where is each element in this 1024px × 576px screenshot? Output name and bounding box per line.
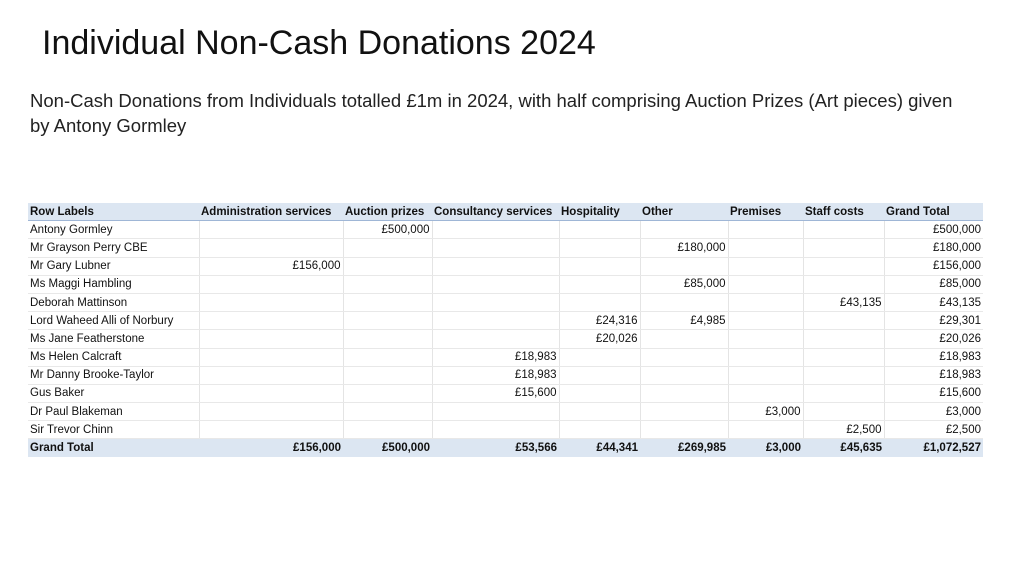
cell-staff-costs xyxy=(803,239,884,257)
cell-premises xyxy=(728,312,803,330)
cell-auction-prizes xyxy=(343,384,432,402)
cell-other xyxy=(640,348,728,366)
cell-administration-services xyxy=(199,348,343,366)
grand-total-premises: £3,000 xyxy=(728,439,803,457)
column-header-row-labels: Row Labels xyxy=(28,203,199,221)
table-row xyxy=(28,384,983,402)
cell-grand-total: £180,000 xyxy=(884,239,983,257)
row-label: Mr Gary Lubner xyxy=(28,257,199,275)
cell-staff-costs: £2,500 xyxy=(803,421,884,439)
column-header-consultancy-services: Consultancy services xyxy=(432,203,559,221)
cell-other xyxy=(640,384,728,402)
table-row xyxy=(28,257,983,275)
cell-hospitality xyxy=(559,421,640,439)
cell-other xyxy=(640,257,728,275)
grand-total-row xyxy=(28,439,983,457)
row-label: Mr Grayson Perry CBE xyxy=(28,239,199,257)
cell-hospitality xyxy=(559,366,640,384)
cell-premises xyxy=(728,257,803,275)
cell-administration-services xyxy=(199,366,343,384)
grand-total-administration-services: £156,000 xyxy=(199,439,343,457)
cell-administration-services: £156,000 xyxy=(199,257,343,275)
cell-hospitality xyxy=(559,403,640,421)
cell-staff-costs xyxy=(803,221,884,239)
grand-total-hospitality: £44,341 xyxy=(559,439,640,457)
slide-subtitle: Non-Cash Donations from Individuals totalled £1m in 2024, with half comprising Auction Prizes (Art pieces) given by Antony Gormley xyxy=(30,90,953,136)
cell-auction-prizes xyxy=(343,421,432,439)
cell-premises xyxy=(728,421,803,439)
cell-auction-prizes xyxy=(343,257,432,275)
cell-grand-total: £85,000 xyxy=(884,275,983,293)
cell-grand-total: £15,600 xyxy=(884,384,983,402)
cell-auction-prizes xyxy=(343,348,432,366)
cell-consultancy-services xyxy=(432,421,559,439)
column-header-staff-costs: Staff costs xyxy=(803,203,884,221)
cell-consultancy-services: £18,983 xyxy=(432,348,559,366)
table-row xyxy=(28,221,983,239)
cell-auction-prizes xyxy=(343,366,432,384)
cell-premises xyxy=(728,384,803,402)
cell-staff-costs xyxy=(803,403,884,421)
table-row xyxy=(28,366,983,384)
table-row xyxy=(28,293,983,311)
cell-hospitality: £24,316 xyxy=(559,312,640,330)
cell-grand-total: £18,983 xyxy=(884,348,983,366)
table-footer xyxy=(28,439,983,457)
cell-hospitality xyxy=(559,348,640,366)
cell-hospitality xyxy=(559,239,640,257)
cell-other xyxy=(640,293,728,311)
column-header-auction-prizes: Auction prizes xyxy=(343,203,432,221)
cell-premises xyxy=(728,293,803,311)
cell-consultancy-services xyxy=(432,403,559,421)
row-label: Ms Maggi Hambling xyxy=(28,275,199,293)
cell-auction-prizes xyxy=(343,312,432,330)
cell-grand-total: £20,026 xyxy=(884,330,983,348)
row-label: Sir Trevor Chinn xyxy=(28,421,199,439)
cell-grand-total: £3,000 xyxy=(884,403,983,421)
cell-grand-total: £500,000 xyxy=(884,221,983,239)
cell-auction-prizes: £500,000 xyxy=(343,221,432,239)
cell-auction-prizes xyxy=(343,330,432,348)
slide-title: Individual Non-Cash Donations 2024 xyxy=(42,24,596,62)
cell-auction-prizes xyxy=(343,403,432,421)
cell-premises xyxy=(728,348,803,366)
cell-other xyxy=(640,403,728,421)
cell-administration-services xyxy=(199,403,343,421)
cell-administration-services xyxy=(199,221,343,239)
cell-premises xyxy=(728,239,803,257)
cell-consultancy-services xyxy=(432,221,559,239)
grand-total-label: Grand Total xyxy=(28,439,199,457)
cell-other xyxy=(640,366,728,384)
row-label: Ms Jane Featherstone xyxy=(28,330,199,348)
grand-total-auction-prizes: £500,000 xyxy=(343,439,432,457)
cell-staff-costs xyxy=(803,330,884,348)
table-row xyxy=(28,403,983,421)
cell-grand-total: £156,000 xyxy=(884,257,983,275)
grand-total-staff-costs: £45,635 xyxy=(803,439,884,457)
cell-premises xyxy=(728,275,803,293)
cell-staff-costs: £43,135 xyxy=(803,293,884,311)
table-row xyxy=(28,330,983,348)
cell-hospitality xyxy=(559,384,640,402)
cell-premises: £3,000 xyxy=(728,403,803,421)
cell-staff-costs xyxy=(803,257,884,275)
cell-consultancy-services xyxy=(432,312,559,330)
cell-auction-prizes xyxy=(343,239,432,257)
cell-administration-services xyxy=(199,275,343,293)
cell-consultancy-services xyxy=(432,239,559,257)
cell-hospitality xyxy=(559,221,640,239)
row-label: Lord Waheed Alli of Norbury xyxy=(28,312,199,330)
cell-administration-services xyxy=(199,384,343,402)
row-label: Antony Gormley xyxy=(28,221,199,239)
grand-total-grand-total: £1,072,527 xyxy=(884,439,983,457)
table-header xyxy=(28,203,983,221)
cell-consultancy-services xyxy=(432,293,559,311)
cell-staff-costs xyxy=(803,348,884,366)
table-row xyxy=(28,239,983,257)
row-label: Gus Baker xyxy=(28,384,199,402)
cell-premises xyxy=(728,221,803,239)
table-body xyxy=(28,221,983,439)
cell-staff-costs xyxy=(803,312,884,330)
donations-pivot-table xyxy=(28,203,983,457)
cell-other: £4,985 xyxy=(640,312,728,330)
column-header-hospitality: Hospitality xyxy=(559,203,640,221)
grand-total-other: £269,985 xyxy=(640,439,728,457)
row-label: Ms Helen Calcraft xyxy=(28,348,199,366)
column-header-other: Other xyxy=(640,203,728,221)
column-header-premises: Premises xyxy=(728,203,803,221)
cell-other: £85,000 xyxy=(640,275,728,293)
table-row xyxy=(28,312,983,330)
cell-grand-total: £2,500 xyxy=(884,421,983,439)
cell-consultancy-services xyxy=(432,257,559,275)
cell-grand-total: £18,983 xyxy=(884,366,983,384)
cell-administration-services xyxy=(199,312,343,330)
cell-consultancy-services: £15,600 xyxy=(432,384,559,402)
cell-consultancy-services: £18,983 xyxy=(432,366,559,384)
column-header-grand-total: Grand Total xyxy=(884,203,983,221)
cell-grand-total: £43,135 xyxy=(884,293,983,311)
cell-administration-services xyxy=(199,421,343,439)
cell-administration-services xyxy=(199,330,343,348)
cell-staff-costs xyxy=(803,384,884,402)
cell-grand-total: £29,301 xyxy=(884,312,983,330)
cell-consultancy-services xyxy=(432,330,559,348)
cell-hospitality: £20,026 xyxy=(559,330,640,348)
cell-staff-costs xyxy=(803,366,884,384)
row-label: Dr Paul Blakeman xyxy=(28,403,199,421)
cell-other xyxy=(640,421,728,439)
cell-other: £180,000 xyxy=(640,239,728,257)
column-header-administration-services: Administration services xyxy=(199,203,343,221)
row-label: Mr Danny Brooke-Taylor xyxy=(28,366,199,384)
cell-hospitality xyxy=(559,293,640,311)
table-row xyxy=(28,348,983,366)
cell-other xyxy=(640,221,728,239)
cell-auction-prizes xyxy=(343,275,432,293)
cell-premises xyxy=(728,330,803,348)
table-row xyxy=(28,275,983,293)
cell-hospitality xyxy=(559,257,640,275)
cell-consultancy-services xyxy=(432,275,559,293)
cell-auction-prizes xyxy=(343,293,432,311)
cell-staff-costs xyxy=(803,275,884,293)
grand-total-consultancy-services: £53,566 xyxy=(432,439,559,457)
row-label: Deborah Mattinson xyxy=(28,293,199,311)
cell-administration-services xyxy=(199,293,343,311)
cell-administration-services xyxy=(199,239,343,257)
cell-hospitality xyxy=(559,275,640,293)
cell-other xyxy=(640,330,728,348)
cell-premises xyxy=(728,366,803,384)
header-row xyxy=(28,203,983,221)
table-row xyxy=(28,421,983,439)
